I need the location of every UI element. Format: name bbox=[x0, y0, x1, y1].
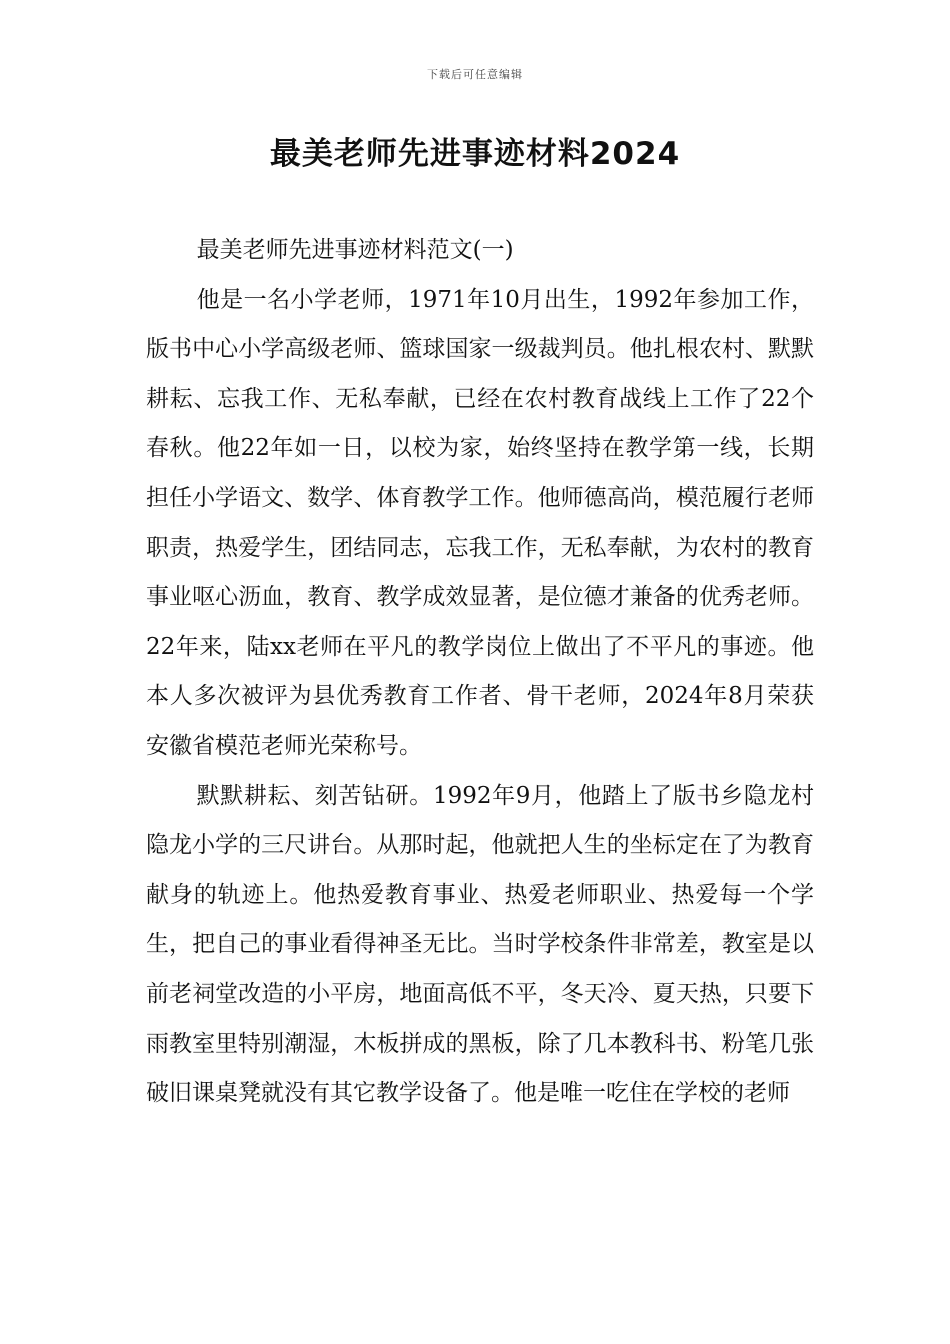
document-title: 最美老师先进事迹材料2024 bbox=[269, 136, 681, 172]
document-body bbox=[146, 226, 814, 1119]
header-note: 下载后可任意编辑 bbox=[427, 68, 523, 81]
subheading: 最美老师先进事迹材料范文(一) bbox=[196, 237, 514, 263]
paragraph-2: 默默耕耘、刻苦钻研。1992年9月，他踏上了版书乡隐龙村隐龙小学的三尺讲台。从那时起，他就把人生的坐标定在了为教育献身的轨迹上。他热爱教育事业、热爱老师职业、热爱每一个学生，把自己的事业看得神圣无比。当时学校条件非常差，教室是以前老祠堂改造的小平房，地面高低不平，冬天冷、夏天热，只要下雨教室里特别潮湿，木板拼成的黑板，除了几本教科书、粉笔几张破旧课桌凳就没有其它教学设备了。他是唯一吃住在学校的老师 bbox=[146, 782, 814, 1107]
paragraph-1: 他是一名小学老师，1971年10月出生，1992年参加工作，版书中心小学高级老师、篮球国家一级裁判员。他扎根农村、默默耕耘、忘我工作、无私奉献，已经在农村教育战线上工作了22个春秋。他22年如一日，以校为家，始终坚持在教学第一线，长期担任小学语文、数学、体育教学工作。他师德高尚，模范履行老师职责，热爱学生，团结同志，忘我工作，无私奉献，为农村的教育事业呕心沥血，教育、教学成效显著，是位德才兼备的优秀老师。22年来，陆xx老师在平凡的教学岗位上做出了不平凡的事迹。他本人多次被评为县优秀教育工作者、骨干老师，2024年8月荣获安徽省模范老师光荣称号。 bbox=[146, 286, 814, 759]
